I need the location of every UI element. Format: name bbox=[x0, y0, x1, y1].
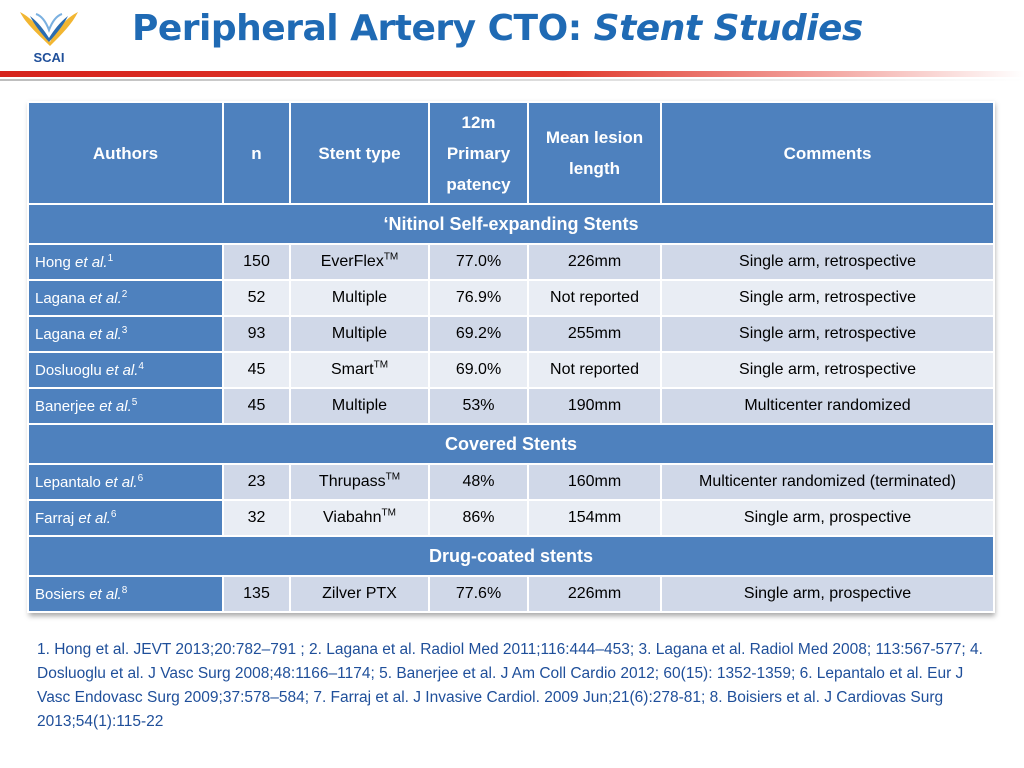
header-divider-shadow bbox=[0, 79, 1024, 81]
cell-patency: 77.0% bbox=[429, 244, 528, 280]
cell-lesion-length: 226mm bbox=[528, 244, 661, 280]
table-row bbox=[28, 352, 994, 388]
author-etal: et al. bbox=[89, 585, 122, 603]
cell-n: 52 bbox=[223, 280, 290, 316]
cell-comments: Single arm, retrospective bbox=[661, 244, 994, 280]
cell-patency: 69.0% bbox=[429, 352, 528, 388]
stent-name: Multiple bbox=[331, 289, 388, 306]
author-etal: et al. bbox=[89, 325, 122, 343]
cell-n: 93 bbox=[223, 316, 290, 352]
author-name: Lagana bbox=[35, 289, 86, 307]
table-row bbox=[28, 464, 994, 500]
author-name: Hong bbox=[35, 253, 71, 271]
cell-n: 32 bbox=[223, 500, 290, 536]
author-ref: 6 bbox=[110, 508, 117, 520]
cell-lesion-length: 190mm bbox=[528, 388, 661, 424]
section-row bbox=[28, 536, 994, 576]
author-etal: et al. bbox=[78, 509, 111, 527]
cell-author bbox=[28, 316, 223, 352]
trademark: TM bbox=[381, 507, 396, 519]
title-italic: Stent Studies bbox=[593, 8, 863, 49]
trademark: TM bbox=[383, 251, 399, 263]
author-ref: 4 bbox=[138, 360, 144, 372]
cell-patency: 69.2% bbox=[429, 316, 528, 352]
section-row bbox=[28, 424, 994, 464]
table-row bbox=[28, 500, 994, 536]
cell-stent-type bbox=[290, 244, 429, 280]
author-ref: 2 bbox=[121, 288, 128, 300]
author-ref: 8 bbox=[121, 584, 128, 596]
cell-lesion-length: Not reported bbox=[528, 352, 661, 388]
table-header-row bbox=[28, 102, 994, 204]
scai-logo bbox=[14, 8, 84, 66]
cell-n: 23 bbox=[223, 464, 290, 500]
author-name: Bosiers bbox=[35, 585, 86, 603]
cell-lesion-length: 226mm bbox=[528, 576, 661, 612]
cell-author bbox=[28, 352, 223, 388]
table-row bbox=[28, 388, 994, 424]
cell-patency: 48% bbox=[429, 464, 528, 500]
cell-n: 45 bbox=[223, 352, 290, 388]
cell-stent-type bbox=[290, 388, 429, 424]
cell-author bbox=[28, 388, 223, 424]
column-header-stent-type: Stent type bbox=[290, 102, 429, 204]
cell-author bbox=[28, 464, 223, 500]
cell-comments: Single arm, retrospective bbox=[661, 352, 994, 388]
stent-name: Zilver PTX bbox=[322, 585, 397, 602]
table-row bbox=[28, 576, 994, 612]
references: 1. Hong et al. JEVT 2013;20:782–791 ; 2. Lagana et al. Radiol Med 2011;116:444–453; 3. Lagana et al. Radiol Med 2008; 113:567-577; 4. Dosluoglu et al. J Vasc Surg 2008;48:1166–1174; 5. Banerjee et al. J Am Coll Cardio 2012; 60(15): 1352-1359; 6. Lepantalo et al. Eur J Vasc Endovasc Surg 2009;37:578–584; 7. Farraj et al. J Invasive Cardiol. 2009 Jun;21(6):278-81; 8. Boisiers et al. J Cardiovas Surg 2013;54(1):115-22 bbox=[37, 641, 983, 730]
author-ref: 3 bbox=[121, 324, 128, 336]
column-header-lesion-length: Mean lesion length bbox=[528, 102, 661, 204]
author-etal: et al. bbox=[105, 361, 139, 379]
table-row bbox=[28, 244, 994, 280]
author-name: Lepantalo bbox=[35, 473, 101, 491]
stent-name: Multiple bbox=[331, 397, 388, 414]
table-body bbox=[28, 204, 994, 612]
cell-lesion-length: 160mm bbox=[528, 464, 661, 500]
author-name: Lagana bbox=[35, 325, 86, 343]
cell-comments: Single arm, retrospective bbox=[661, 280, 994, 316]
cell-comments: Single arm, prospective bbox=[661, 500, 994, 536]
cell-comments: Single arm, retrospective bbox=[661, 316, 994, 352]
page-title bbox=[132, 8, 863, 49]
cell-lesion-length: Not reported bbox=[528, 280, 661, 316]
cell-author bbox=[28, 244, 223, 280]
cell-author bbox=[28, 280, 223, 316]
header-divider bbox=[0, 71, 1024, 77]
cell-comments: Multicenter randomized bbox=[661, 388, 994, 424]
author-ref: 1 bbox=[107, 252, 114, 264]
author-ref: 6 bbox=[137, 472, 144, 484]
column-header-authors: Authors bbox=[28, 102, 223, 204]
author-etal: et al. bbox=[89, 289, 122, 307]
author-name: Banerjee bbox=[35, 397, 96, 415]
trademark: TM bbox=[385, 471, 401, 483]
stent-name: EverFlex bbox=[320, 253, 384, 270]
cell-author bbox=[28, 500, 223, 536]
cell-comments: Single arm, prospective bbox=[661, 576, 994, 612]
author-name: Dosluoglu bbox=[35, 361, 102, 379]
cell-stent-type bbox=[290, 280, 429, 316]
cell-stent-type bbox=[290, 500, 429, 536]
section-title: Drug-coated stents bbox=[28, 536, 994, 576]
author-etal: et al. bbox=[99, 397, 132, 415]
trademark: TM bbox=[373, 359, 389, 371]
table-row bbox=[28, 316, 994, 352]
section-row bbox=[28, 204, 994, 244]
cell-n: 135 bbox=[223, 576, 290, 612]
author-name: Farraj bbox=[35, 509, 75, 527]
author-etal: et al. bbox=[75, 253, 108, 271]
stent-studies-table bbox=[27, 101, 995, 613]
cell-stent-type bbox=[290, 316, 429, 352]
cell-patency: 53% bbox=[429, 388, 528, 424]
cell-patency: 77.6% bbox=[429, 576, 528, 612]
cell-comments: Multicenter randomized (terminated) bbox=[661, 464, 994, 500]
column-header-n: n bbox=[223, 102, 290, 204]
author-etal: et al. bbox=[105, 473, 138, 491]
cell-lesion-length: 255mm bbox=[528, 316, 661, 352]
stent-name: Thrupass bbox=[318, 473, 386, 490]
cell-patency: 76.9% bbox=[429, 280, 528, 316]
cell-n: 150 bbox=[223, 244, 290, 280]
section-title: ‘Nitinol Self-expanding Stents bbox=[28, 204, 994, 244]
cell-stent-type bbox=[290, 576, 429, 612]
logo-text: SCAI bbox=[33, 50, 65, 65]
title-main: Peripheral Artery CTO: bbox=[132, 8, 594, 49]
cell-stent-type bbox=[290, 352, 429, 388]
cell-patency: 86% bbox=[429, 500, 528, 536]
author-ref: 5 bbox=[131, 396, 138, 408]
column-header-comments: Comments bbox=[661, 102, 994, 204]
cell-n: 45 bbox=[223, 388, 290, 424]
stent-name: Smart bbox=[330, 361, 374, 378]
stent-studies-table-container bbox=[27, 101, 993, 613]
cell-lesion-length: 154mm bbox=[528, 500, 661, 536]
cell-author bbox=[28, 576, 223, 612]
cell-stent-type bbox=[290, 464, 429, 500]
stent-name: Viabahn bbox=[323, 509, 382, 526]
stent-name: Multiple bbox=[331, 325, 388, 342]
table-row bbox=[28, 280, 994, 316]
column-header-patency: 12m Primary patency bbox=[429, 102, 528, 204]
section-title: Covered Stents bbox=[28, 424, 994, 464]
